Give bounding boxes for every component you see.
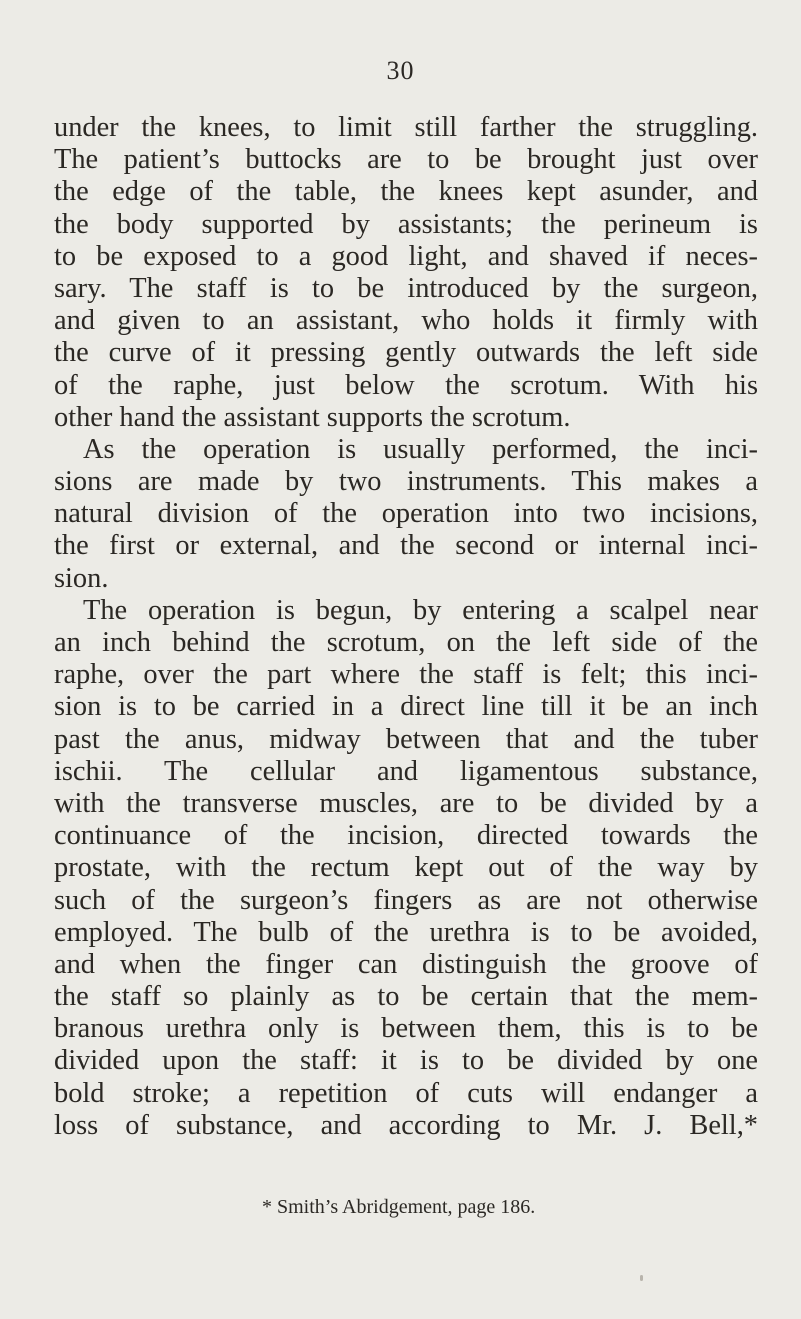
text-line: the body supported by assistants; the perineum is [54,208,758,240]
text-line: raphe, over the part where the staff is felt; this inci- [54,659,758,691]
text-line: with the transverse muscles, are to be divided by a [54,787,758,819]
text-line: past the anus, midway between that and the tuber [54,723,758,755]
text-line: to be exposed to a good light, and shaved if neces- [54,240,758,272]
text-line: employed. The bulb of the urethra is to be avoided, [54,916,758,948]
text-line: natural division of the operation into two incisions, [54,498,758,530]
text-line: under the knees, to limit still farther the struggling. [54,112,758,143]
text-line: ischii. The cellular and ligamentous substance, [54,755,758,787]
text-line: such of the surgeon’s fingers as are not otherwise [54,884,758,916]
text-line: As the operation is usually performed, the inci- [83,433,758,465]
text-line: and given to an assistant, who holds it firmly with [54,305,758,337]
text-line: of the raphe, just below the scrotum. With his [54,369,758,401]
text-line: branous urethra only is between them, this is to be [54,1013,758,1045]
text-line: the curve of it pressing gently outwards the left side [54,337,758,369]
text-line: sion is to be carried in a direct line till it be an inch [54,691,758,723]
paper-mark [640,1275,643,1281]
text-line: bold stroke; a repetition of cuts will endanger a [54,1077,758,1109]
text-line: sions are made by two instruments. This makes a [54,466,758,498]
page-number: 30 [386,56,415,85]
text-line: loss of substance, and according to Mr. J. Bell,* [54,1109,758,1141]
body-text [54,112,758,1142]
text-line: The operation is begun, by entering a scalpel near [83,594,758,626]
text-line: prostate, with the rectum kept out of the way by [54,852,758,884]
text-line: continuance of the incision, directed towards the [54,820,758,852]
text-line: sion. [54,562,109,594]
text-line: other hand the assistant supports the scrotum. [54,401,571,433]
text-line: The patient’s buttocks are to be brought just over [54,144,758,176]
text-line: the edge of the table, the knees kept asunder, and [54,176,758,208]
footnote: * Smith’s Abridgement, page 186. [262,1196,536,1218]
text-line: divided upon the staff: it is to be divided by one [54,1045,758,1077]
text-line: the first or external, and the second or internal inci- [54,530,758,562]
text-line: an inch behind the scrotum, on the left side of the [54,627,758,658]
text-line: sary. The staff is to be introduced by the surgeon, [54,272,758,304]
text-line: and when the finger can distinguish the groove of [54,948,758,980]
text-line: the staff so plainly as to be certain that the mem- [54,981,758,1013]
